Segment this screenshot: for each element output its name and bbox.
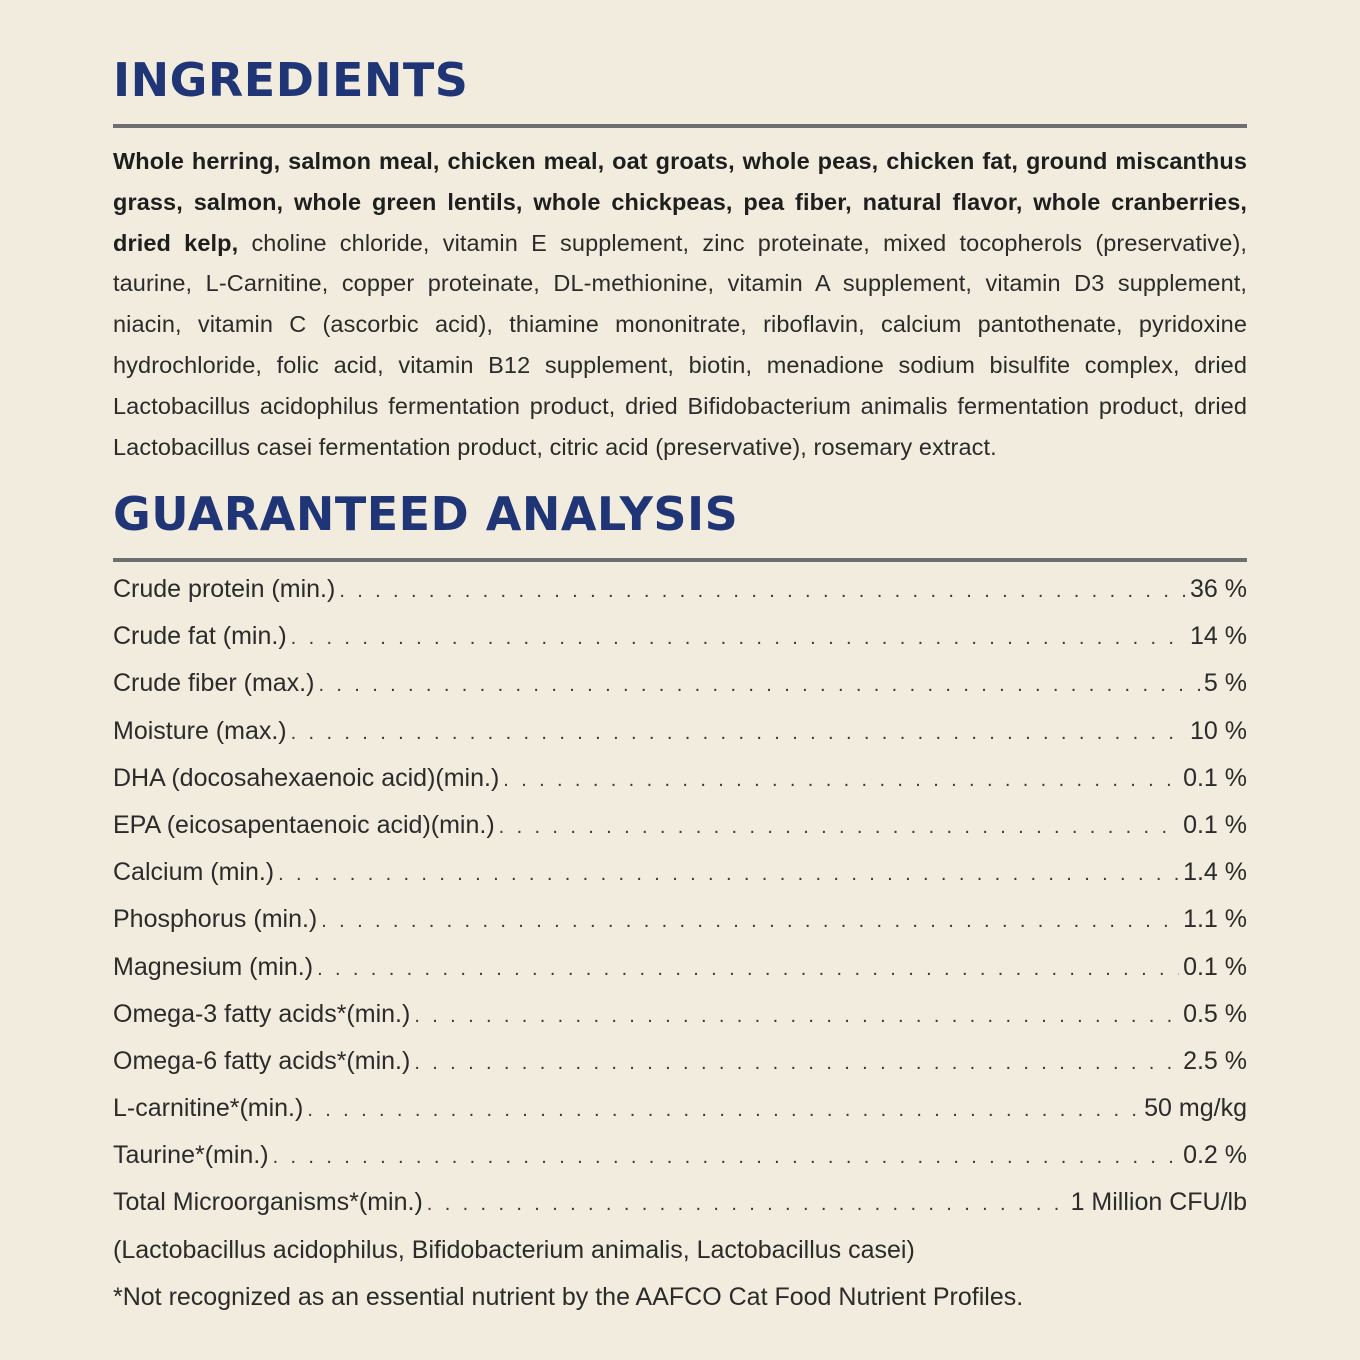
analysis-row-value: 36 % <box>1190 575 1247 603</box>
dot-leader <box>414 993 1179 1040</box>
analysis-row-value: 10 % <box>1190 716 1247 745</box>
analysis-row-name: Total Microorganisms*(min.) <box>113 1188 423 1217</box>
analysis-row-value: 0.1 % <box>1183 763 1247 792</box>
ingredients-divider <box>113 124 1247 128</box>
microorganisms-note: (Lactobacillus acidophilus, Bifidobacterium animalis, Lactobacillus casei) <box>113 1235 915 1264</box>
analysis-row-name: Omega-6 fatty acids*(min.) <box>113 1046 411 1075</box>
analysis-row <box>113 944 1247 991</box>
analysis-row-value: 1 Million CFU/lb <box>1070 1188 1247 1217</box>
ingredients-list <box>113 141 1247 467</box>
analysis-row-name: EPA (eicosapentaenoic acid)(min.) <box>113 810 495 839</box>
analysis-row <box>113 1179 1247 1226</box>
ingredients-primary: Whole herring, salmon meal, chicken meal, oat groats, whole peas, chicken fat, ground miscanthus grass, salmon, whole green lentils, whole chickpeas, pea fiber, natural flavor, whole cranberries, dried kelp, <box>113 148 1247 256</box>
analysis-row-name: Calcium (min.) <box>113 858 275 887</box>
analysis-row-value: 0.1 % <box>1183 810 1247 839</box>
dot-leader <box>318 662 1199 709</box>
analysis-row <box>113 849 1247 896</box>
dot-leader <box>273 1134 1179 1181</box>
analysis-row-name: Phosphorus (min.) <box>113 905 318 934</box>
analysis-row <box>113 708 1247 755</box>
dot-leader <box>503 757 1179 804</box>
analysis-row <box>113 660 1247 707</box>
dot-leader <box>317 946 1179 993</box>
analysis-row <box>113 1085 1247 1132</box>
analysis-row-value: 1.4 % <box>1183 858 1247 887</box>
analysis-row-name: Magnesium (min.) <box>113 952 314 981</box>
analysis-row-name: Crude fat (min.) <box>113 622 287 651</box>
analysis-row-value: 2.5 % <box>1183 1046 1247 1075</box>
analysis-row-value: 0.2 % <box>1183 1141 1247 1170</box>
analysis-row-value: 5 % <box>1203 669 1247 698</box>
analysis-row-name: Moisture (max.) <box>113 716 287 745</box>
dot-leader <box>427 1181 1067 1228</box>
analysis-row <box>113 991 1247 1038</box>
analysis-row-name: Crude protein (min.) <box>113 575 336 603</box>
dot-leader <box>414 1040 1179 1087</box>
dot-leader <box>278 851 1179 898</box>
dot-leader <box>307 1087 1140 1134</box>
analysis-divider <box>113 558 1247 562</box>
footnote: *Not recognized as an essential nutrient by the AAFCO Cat Food Nutrient Profiles. <box>113 1282 1024 1311</box>
analysis-row <box>113 613 1247 660</box>
analysis-row-name: Crude fiber (max.) <box>113 669 315 698</box>
dot-leader <box>339 568 1186 615</box>
ingredients-heading: INGREDIENTS <box>113 53 469 107</box>
analysis-rows <box>113 566 1247 1227</box>
analysis-row-value: 14 % <box>1190 622 1247 651</box>
analysis-row <box>113 1132 1247 1179</box>
dot-leader <box>291 710 1186 757</box>
analysis-row <box>113 802 1247 849</box>
dot-leader <box>291 615 1186 662</box>
analysis-row <box>113 1038 1247 1085</box>
analysis-row <box>113 566 1247 613</box>
analysis-row-value: 1.1 % <box>1183 905 1247 934</box>
analysis-row-name: DHA (docosahexaenoic acid)(min.) <box>113 763 500 792</box>
analysis-row <box>113 755 1247 802</box>
analysis-row-name: L-carnitine*(min.) <box>113 1094 304 1123</box>
analysis-row-value: 50 mg/kg <box>1144 1094 1247 1123</box>
analysis-row-name: Taurine*(min.) <box>113 1141 269 1170</box>
analysis-row-name: Omega-3 fatty acids*(min.) <box>113 999 411 1028</box>
dot-leader <box>321 898 1179 945</box>
analysis-row-value: 0.5 % <box>1183 999 1247 1028</box>
analysis-row-value: 0.1 % <box>1183 952 1247 981</box>
analysis-row <box>113 896 1247 943</box>
analysis-heading: GUARANTEED ANALYSIS <box>113 487 739 541</box>
ingredients-secondary: choline chloride, vitamin E supplement, zinc proteinate, mixed tocopherols (preservative), taurine, L-Carnitine, copper proteinate, DL-methionine, vitamin A supplement, vitamin D3 supplement, niacin, vitamin C (ascorbic acid), thiamine mononitrate, riboflavin, calcium pantothenate, pyridoxine hydrochloride, folic acid, vitamin B12 supplement, biotin, menadione sodium bisulfite complex, dried Lactobacillus acidophilus fermentation product, dried Bifidobacterium animalis fermentation product, dried Lactobacillus casei fermentation product, citric acid (preservative), rosemary extract. <box>113 229 1248 460</box>
analysis-table <box>113 566 1247 1321</box>
dot-leader <box>499 804 1179 851</box>
